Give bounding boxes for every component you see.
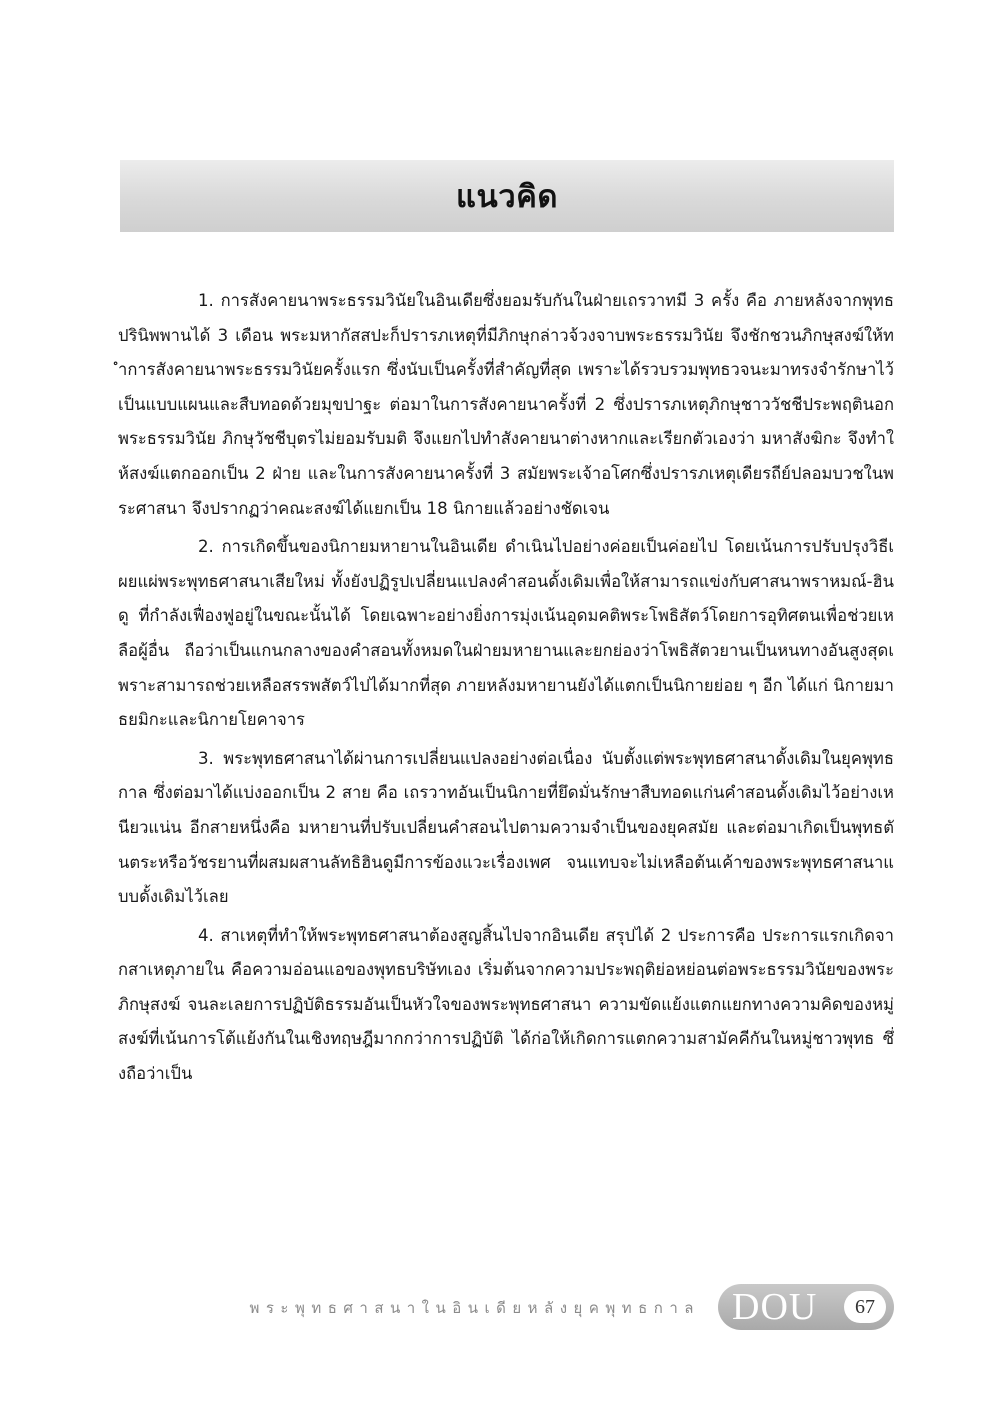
section-heading: แนวคิด <box>456 179 558 215</box>
body-text <box>118 284 894 1096</box>
paragraph-1: 1. การสังคายนาพระธรรมวินัยในอินเดียซึ่งยอมรับกันในฝ่ายเถรวาทมี 3 ครั้ง คือ ภายหลังจากพุทธปรินิพพานได้ 3 เดือน พระมหากัสสปะก็ปรารภเหตุที่มีภิกษุกล่าวจ้วงจาบพระธรรมวินัย จึงชักชวนภิกษุสงฆ์ให้ทำการสังคายนาพระธรรมวินัยครั้งแรก ซึ่งนับเป็นครั้งที่สำคัญที่สุด เพราะได้รวบรวมพุทธวจนะมาทรงจำรักษาไว้เป็นแบบแผนและสืบทอดด้วยมุขปาฐะ ต่อมาในการสังคายนาครั้งที่ 2 ซึ่งปรารภเหตุภิกษุชาววัชชีประพฤตินอกพระธรรมวินัย ภิกษุวัชชีบุตรไม่ยอมรับมติ จึงแยกไปทำสังคายนาต่างหากและเรียกตัวเองว่า มหาสังฆิกะ จึงทำให้สงฆ์แตกออกเป็น 2 ฝ่าย และในการสังคายนาครั้งที่ 3 สมัยพระเจ้าอโศกซึ่งปรารภเหตุเดียรถีย์ปลอมบวชในพระศาสนา จึงปรากฏว่าคณะสงฆ์ได้แยกเป็น 18 นิกายแล้วอย่างชัดเจน <box>118 291 894 518</box>
heading-band <box>120 160 894 232</box>
dou-logo: DOU <box>732 1286 818 1328</box>
paragraph-2: 2. การเกิดขึ้นของนิกายมหายานในอินเดีย ดำเนินไปอย่างค่อยเป็นค่อยไป โดยเน้นการปรับปรุงวิธีเผยแผ่พระพุทธศาสนาเสียใหม่ ทั้งยังปฏิรูปเปลี่ยนแปลงคำสอนดั้งเดิมเพื่อให้สามารถแข่งกับศาสนาพราหมณ์-ฮินดู ที่กำลังเฟื่องฟูอยู่ในขณะนั้นได้ โดยเฉพาะอย่างยิ่งการมุ่งเน้นอุดมคติพระโพธิสัตว์โดยการอุทิศตนเพื่อช่วยเหลือผู้อื่น ถือว่าเป็นแกนกลางของคำสอนทั้งหมดในฝ่ายมหายานและยกย่องว่าโพธิสัตวยานเป็นหนทางอันสูงสุดเพราะสามารถช่วยเหลือสรรพสัตว์ไปได้มากที่สุด ภายหลังมหายานยังได้แตกเป็นนิกายย่อย ๆ อีก ได้แก่ นิกายมาธยมิกะและนิกายโยคาจาร <box>118 537 894 730</box>
dou-badge <box>718 1284 894 1330</box>
page-number: 67 <box>844 1291 886 1323</box>
page-footer <box>0 1284 1000 1332</box>
paragraph-4: 4. สาเหตุที่ทำให้พระพุทธศาสนาต้องสูญสิ้นไปจากอินเดีย สรุปได้ 2 ประการคือ ประการแรกเกิดจากสาเหตุภายใน คือความอ่อนแอของพุทธบริษัทเอง เริ่มต้นจากความประพฤติย่อหย่อนต่อพระธรรมวินัยของพระภิกษุสงฆ์ จนละเลยการปฏิบัติธรรมอันเป็นหัวใจของพระพุทธศาสนา ความขัดแย้งแตกแยกทางความคิดของหมู่สงฆ์ที่เน้นการโต้แย้งกันในเชิงทฤษฎีมากกว่าการปฏิบัติ ได้ก่อให้เกิดการแตกความสามัคคีกันในหมู่ชาวพุทธ ซึ่งถือว่าเป็น <box>118 925 894 1084</box>
paragraph-3: 3. พระพุทธศาสนาได้ผ่านการเปลี่ยนแปลงอย่างต่อเนื่อง นับตั้งแต่พระพุทธศาสนาดั้งเดิมในยุคพุทธกาล ซึ่งต่อมาได้แบ่งออกเป็น 2 สาย คือ เถรวาทอันเป็นนิกายที่ยึดมั่นรักษาสืบทอดแก่นคำสอนดั้งเดิมไว้อย่างเหนียวแน่น อีกสายหนึ่งคือ มหายานที่ปรับเปลี่ยนคำสอนไปตามความจำเป็นของยุคสมัย และต่อมาเกิดเป็นพุทธตันตระหรือวัชรยานที่ผสมผสานลัทธิฮินดูมีการข้องแวะเรื่องเพศ จนแทบจะไม่เหลือต้นเค้าของพระพุทธศาสนาแบบดั้งเดิมไว้เลย <box>118 748 894 907</box>
running-title: พระพุทธศาสนาในอินเดียหลังยุคพุทธกาล <box>249 1299 700 1317</box>
